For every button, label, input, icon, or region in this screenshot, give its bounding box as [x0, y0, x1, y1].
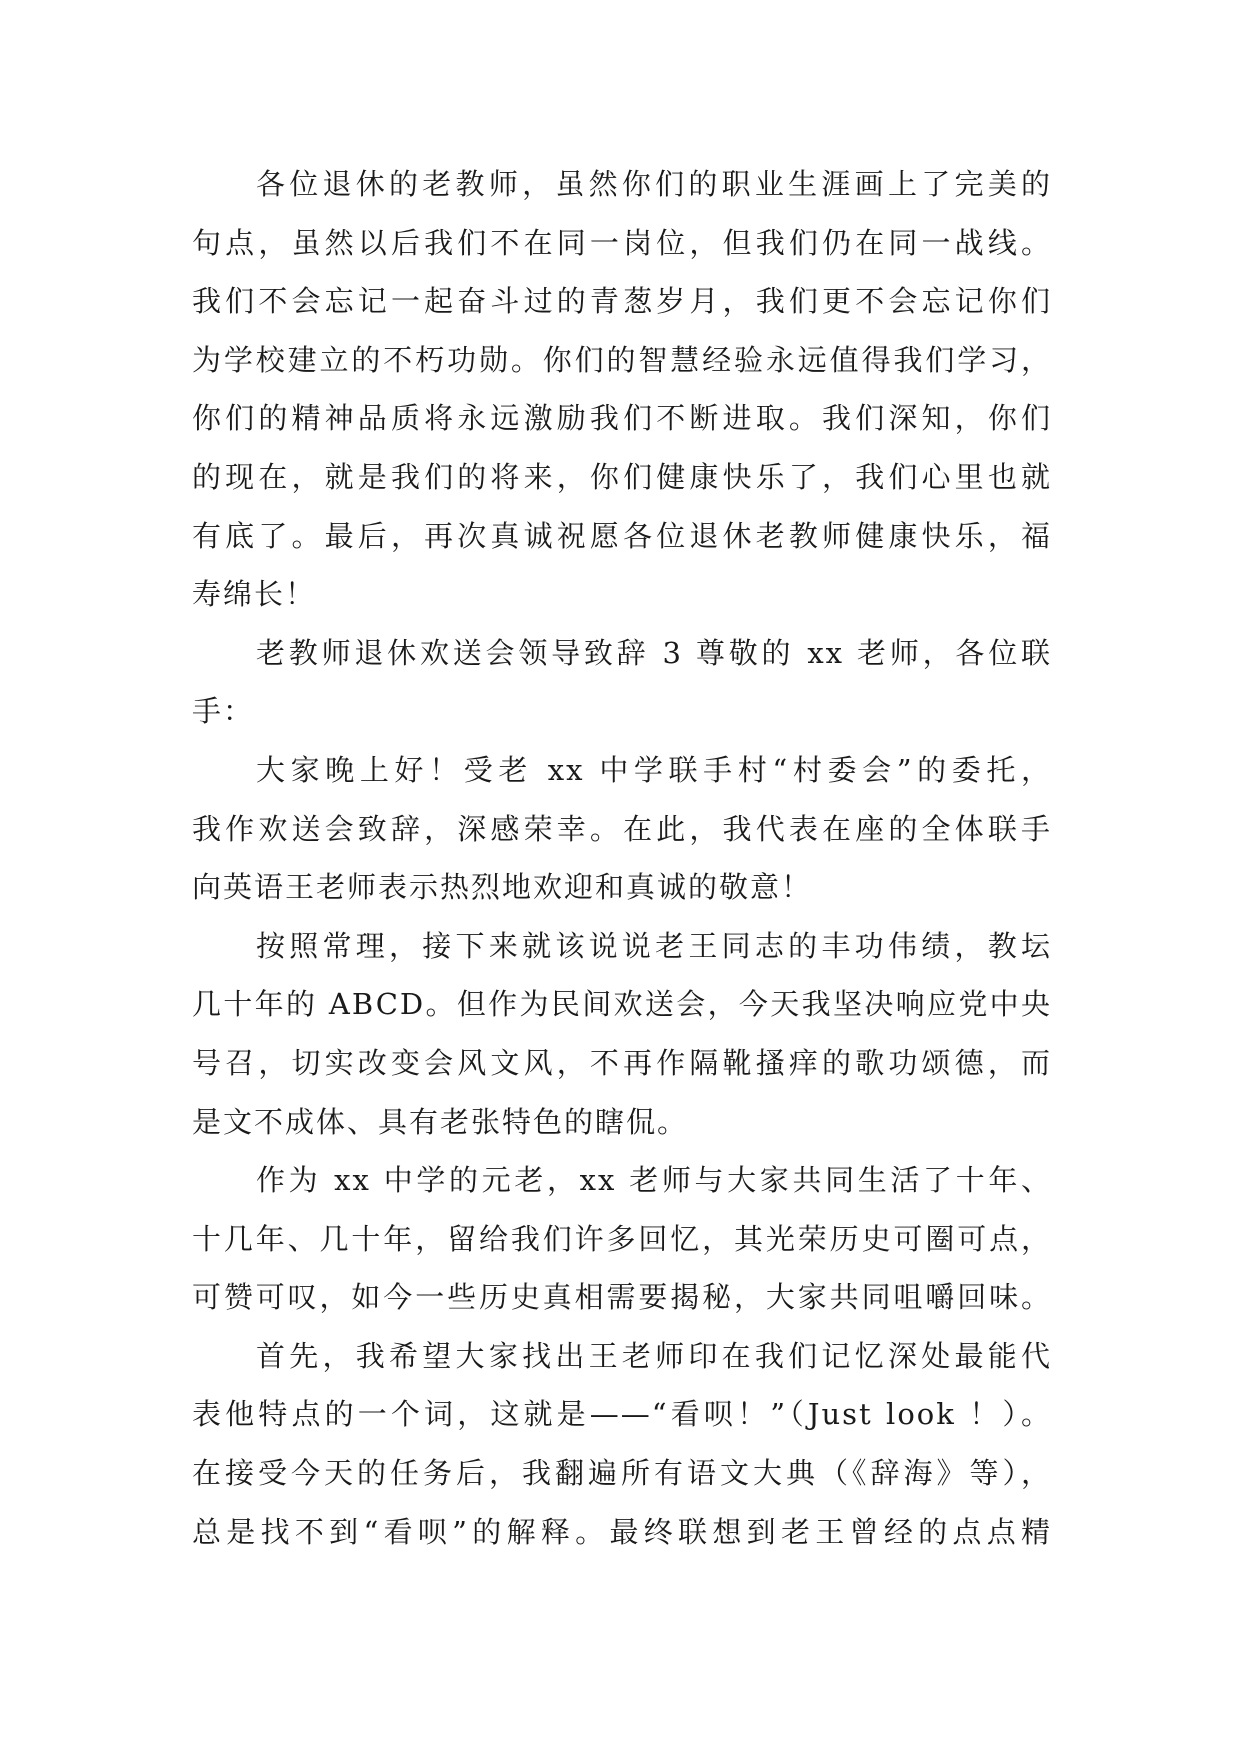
- text-line: 句点，虽然以后我们不在同一岗位，但我们仍在同一战线。: [192, 225, 1052, 260]
- text-line: 各位退休的老教师，虽然你们的职业生涯画上了完美的: [256, 167, 1052, 201]
- text-line: 总是找不到“看呗”的解释。最终联想到老王曾经的点点精: [192, 1514, 1052, 1549]
- text-line: 为学校建立的不朽功勋。你们的智慧经验永远值得我们学习，: [192, 342, 1052, 377]
- text-line: 手：: [192, 694, 255, 729]
- text-line: 作为 xx 中学的元老，xx 老师与大家共同生活了十年、: [256, 1163, 1052, 1198]
- text-line: 是文不成体、具有老张特色的瞎侃。: [192, 1104, 689, 1139]
- text-line: 的现在，就是我们的将来，你们健康快乐了，我们心里也就: [192, 459, 1052, 494]
- text-line: 在接受今天的任务后，我翻遍所有语文大典（《辞海》等），: [192, 1456, 1052, 1491]
- text-line: 我们不会忘记一起奋斗过的青葱岁月，我们更不会忘记你们: [192, 284, 1052, 319]
- text-line: 可赞可叹，如今一些历史真相需要揭秘，大家共同咀嚼回味。: [192, 1280, 1052, 1315]
- text-line: 寿绵长！: [192, 577, 317, 612]
- text-line: 几十年的 ABCD。但作为民间欢送会，今天我坚决响应党中央: [192, 987, 1052, 1022]
- text-line: 老教师退休欢送会领导致辞 3 尊敬的 xx 老师，各位联: [256, 635, 1052, 670]
- document-body: [192, 155, 1052, 1561]
- text-line: 你们的精神品质将永远激励我们不断进取。我们深知，你们: [192, 401, 1052, 436]
- text-line: 十几年、几十年，留给我们许多回忆，其光荣历史可圈可点，: [192, 1221, 1052, 1256]
- text-line: 按照常理，接下来就该说说老王同志的丰功伟绩，教坛: [256, 928, 1052, 963]
- text-line: 首先，我希望大家找出王老师印在我们记忆深处最能代: [256, 1338, 1052, 1373]
- text-line: 大家晚上好！受老 xx 中学联手村“村委会”的委托，: [256, 752, 1052, 787]
- text-line: 表他特点的一个词，这就是——“看呗！”（Just look ！）。: [192, 1397, 1052, 1432]
- text-line: 有底了。最后，再次真诚祝愿各位退休老教师健康快乐，福: [192, 518, 1052, 553]
- text-line: 向英语王老师表示热烈地欢迎和真诚的敬意！: [192, 870, 813, 905]
- text-line: 号召，切实改变会风文风，不再作隔靴搔痒的歌功颂德，而: [192, 1045, 1052, 1080]
- text-line: 我作欢送会致辞，深感荣幸。在此，我代表在座的全体联手: [192, 811, 1052, 846]
